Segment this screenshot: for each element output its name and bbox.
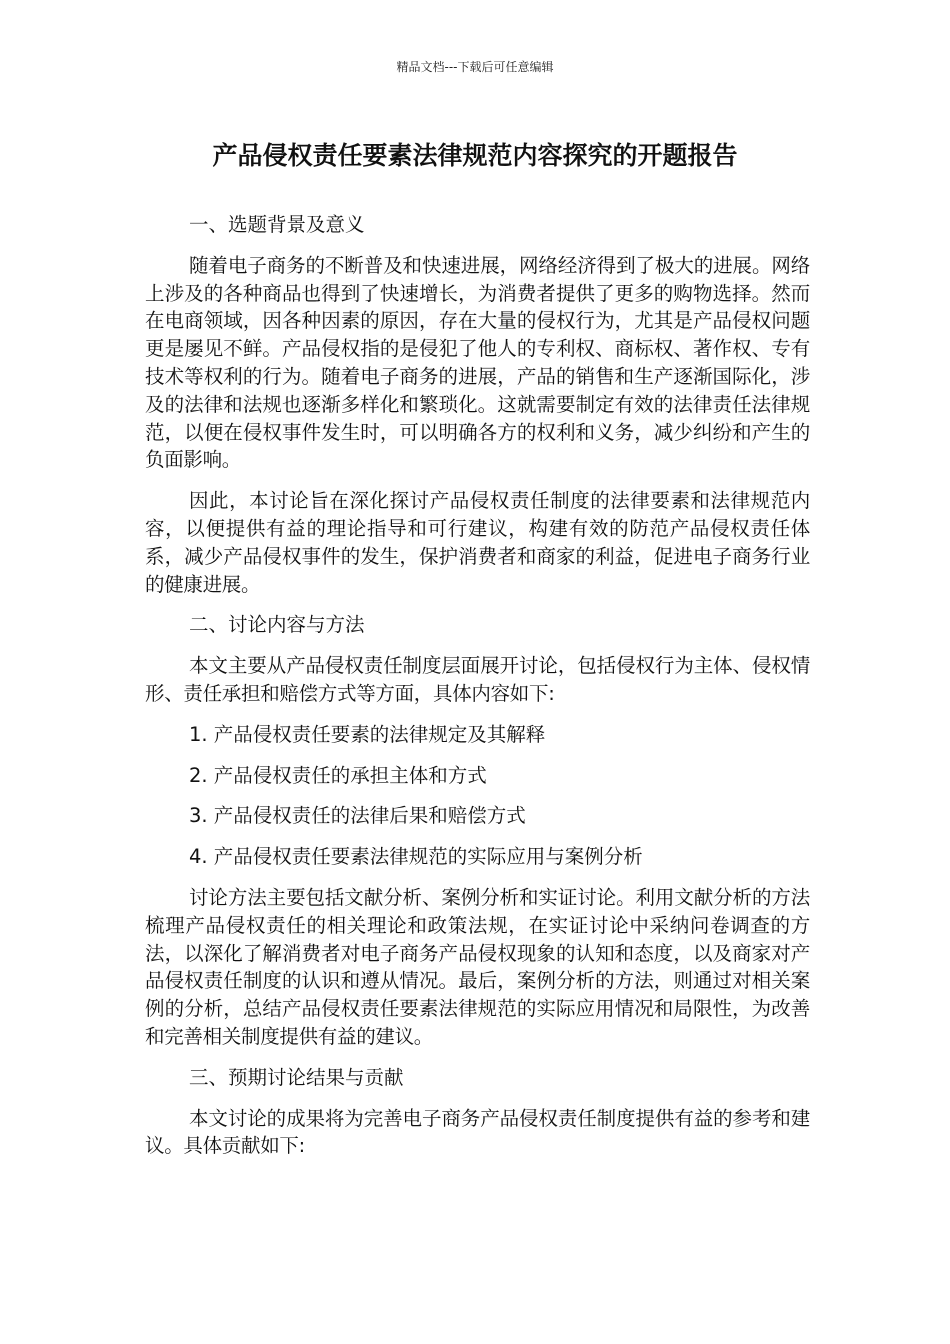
list-item: 3. 产品侵权责任的法律后果和赔偿方式 (189, 804, 526, 828)
document-body (145, 211, 810, 1173)
section-heading: 二、讨论内容与方法 (189, 613, 365, 637)
paragraph: 讨论方法主要包括文献分析、案例分析和实证讨论。利用文献分析的方法梳理产品侵权责任的相关理论和政策法规，在实证讨论中采纳问卷调查的方法，以深化了解消费者对电子商务产品侵权现象的认知和态度，以及商家对产品侵权责任制度的认识和遵从情况。最后，案例分析的方法，则通过对相关案例的分析，总结产品侵权责任要素法律规范的实际应用情况和局限性，为改善和完善相关制度提供有益的建议。 (145, 885, 810, 1048)
list-item: 2. 产品侵权责任的承担主体和方式 (189, 763, 487, 787)
paragraph: 本文主要从产品侵权责任制度层面展开讨论，包括侵权行为主体、侵权情形、责任承担和赔偿方式等方面，具体内容如下: (145, 654, 810, 705)
document-title: 产品侵权责任要素法律规范内容探究的开题报告 (212, 141, 738, 170)
list-item: 1. 产品侵权责任要素的法律规定及其解释 (189, 722, 546, 746)
paragraph: 本文讨论的成果将为完善电子商务产品侵权责任制度提供有益的参考和建议。具体贡献如下: (145, 1106, 810, 1158)
paragraph: 随着电子商务的不断普及和快速进展，网络经济得到了极大的进展。网络上涉及的各种商品也得到了快速增长，为消费者提供了更多的购物选择。然而在电商领域，因各种因素的原因，存在大量的侵权行为，尤其是产品侵权问题更是屡见不鲜。产品侵权指的是侵犯了他人的专利权、商标权、著作权、专有技术等权利的行为。随着电子商务的进展，产品的销售和生产逐渐国际化，涉及的法律和法规也逐渐多样化和繁琐化。这就需要制定有效的法律责任法律规范，以便在侵权事件发生时，可以明确各方的权利和义务，减少纠纷和产生的负面影响。 (145, 253, 810, 472)
list-item: 4. 产品侵权责任要素法律规范的实际应用与案例分析 (189, 845, 643, 869)
paragraph: 因此，本讨论旨在深化探讨产品侵权责任制度的法律要素和法律规范内容，以便提供有益的理论指导和可行建议，构建有效的防范产品侵权责任体系，减少产品侵权事件的发生，保护消费者和商家的利益，促进电子商务行业的健康进展。 (145, 489, 810, 596)
page-header-note: 精品文档---下载后可任意编辑 (396, 60, 554, 74)
section-heading: 三、预期讨论结果与贡献 (189, 1065, 404, 1089)
section-heading: 一、选题背景及意义 (189, 213, 365, 236)
